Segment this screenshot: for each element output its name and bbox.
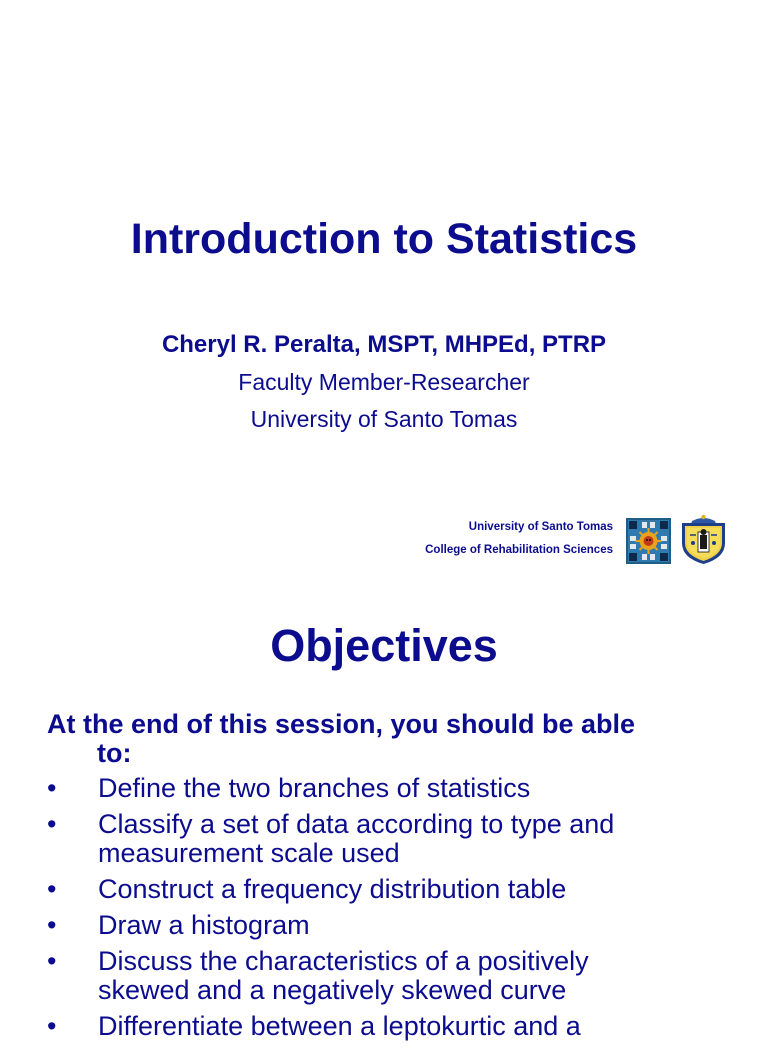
objective-text: Classify a set of data according to type and xyxy=(98,809,615,839)
objectives-intro-line2: to: xyxy=(97,738,132,768)
objective-item xyxy=(47,810,747,868)
objective-text: Differentiate between a leptokurtic and a xyxy=(98,1011,581,1041)
objective-text-cont: skewed and a negatively skewed curve xyxy=(98,975,567,1005)
objectives-list xyxy=(47,774,747,1048)
objective-item xyxy=(47,911,747,940)
objectives-title: Objectives xyxy=(270,620,498,671)
objective-text: Discuss the characteristics of a positively xyxy=(98,946,589,976)
objective-item xyxy=(47,947,747,1005)
bullet-icon: • xyxy=(47,1011,57,1041)
author-name: Cheryl R. Peralta, MSPT, MHPEd, PTRP xyxy=(161,331,607,358)
ust-seal-icon xyxy=(626,518,671,564)
bullet-icon: • xyxy=(47,773,57,803)
objective-text: Construct a frequency distribution table xyxy=(98,874,567,904)
bullet-icon: • xyxy=(47,874,57,904)
slide-title: Introduction to Statistics xyxy=(130,215,638,263)
bullet-icon: • xyxy=(47,809,57,839)
crs-shield-icon xyxy=(678,513,729,565)
objectives-intro-line1: At the end of this session, you should be able xyxy=(47,709,636,739)
author-university: University of Santo Tomas xyxy=(250,406,518,432)
objective-text: Draw a histogram xyxy=(98,910,310,940)
footer-college: College of Rehabilitation Sciences xyxy=(425,544,613,556)
objective-item xyxy=(47,875,747,904)
objective-text-cont: measurement scale used xyxy=(98,838,400,868)
objective-item xyxy=(47,774,747,803)
objectives-slide xyxy=(0,598,768,1041)
objective-item xyxy=(47,1012,747,1041)
bullet-icon: • xyxy=(47,910,57,940)
bullet-icon: • xyxy=(47,946,57,976)
objective-text: Define the two branches of statistics xyxy=(98,773,531,803)
author-role: Faculty Member-Researcher xyxy=(238,369,530,395)
objectives-intro xyxy=(47,710,727,768)
footer-university: University of Santo Tomas xyxy=(468,521,613,533)
